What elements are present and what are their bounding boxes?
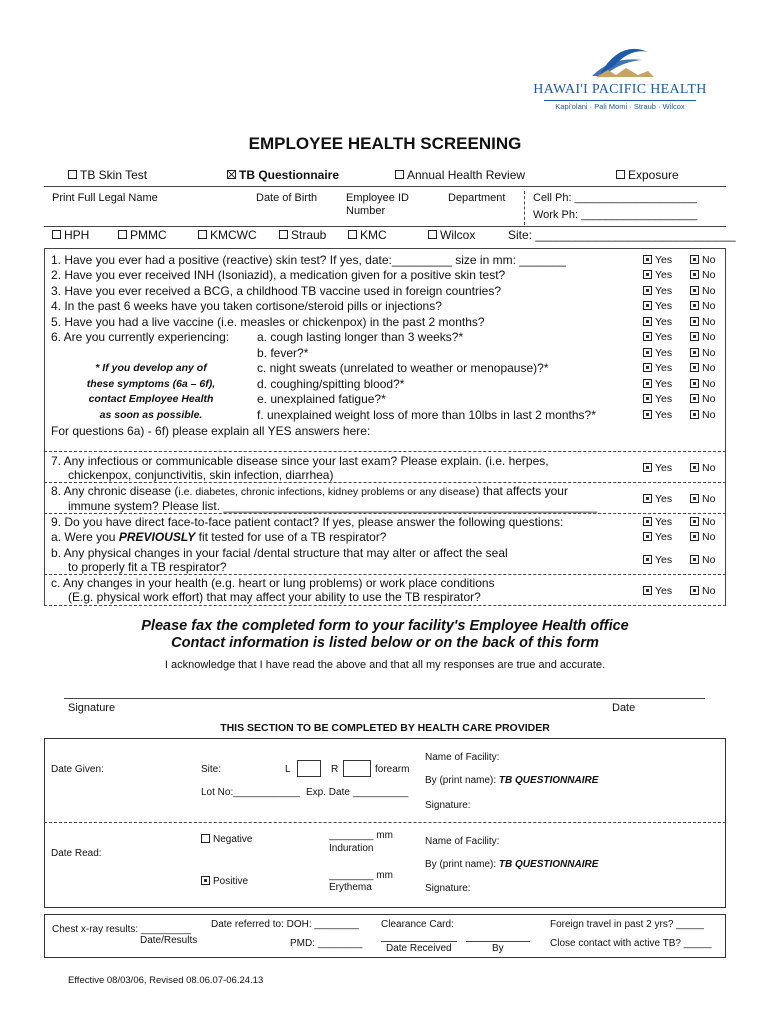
- logo-mark-icon: [530, 44, 710, 82]
- signature-label: Signature: [68, 702, 116, 714]
- yes-option[interactable]: Yes: [643, 254, 672, 266]
- date-results-label: Date/Results: [140, 935, 198, 946]
- no-option[interactable]: No: [690, 554, 715, 566]
- lot-number-field[interactable]: Lot No:____________: [201, 787, 300, 798]
- field-cell-phone[interactable]: Cell Ph: ____________________: [533, 192, 697, 204]
- induration-label: Induration: [329, 843, 374, 854]
- no-option[interactable]: No: [690, 331, 715, 343]
- checkbox-icon[interactable]: [279, 230, 288, 239]
- question-6f: f. unexplained weight loss of more than 10lbs in last 2 months?*: [257, 408, 596, 422]
- checkbox-icon[interactable]: [643, 270, 652, 279]
- right-label: R: [331, 764, 339, 775]
- checkbox-icon[interactable]: [395, 170, 404, 179]
- divider: [44, 226, 726, 227]
- referred-pmd-field[interactable]: PMD: ________: [290, 938, 363, 949]
- logo-subtitle: Kapi'olani · Pali Momi · Straub · Wilcox: [555, 102, 685, 111]
- question-9a: a. Were you PREVIOUSLY fit tested for use of a TB respirator?: [51, 530, 387, 544]
- induration-mm-field[interactable]: ________ mm: [329, 830, 393, 841]
- erythema-mm-field[interactable]: ________ mm: [329, 870, 393, 881]
- checkbox-icon[interactable]: [643, 301, 652, 310]
- checkbox-icon[interactable]: [643, 555, 652, 564]
- by-line[interactable]: [466, 941, 530, 942]
- acknowledgement: I acknowledge that I have read the above and that all my responses are true and accurate.: [164, 659, 606, 671]
- forearm-label: forearm: [375, 764, 410, 775]
- checkbox-icon[interactable]: [690, 517, 699, 526]
- checkbox-icon[interactable]: [118, 230, 127, 239]
- question-6d: d. coughing/spitting blood?*: [257, 377, 405, 391]
- question-9b-cont: to properly fit a TB respirator?: [68, 560, 227, 574]
- yes-option[interactable]: Yes: [643, 393, 672, 405]
- yes-option[interactable]: Yes: [643, 347, 672, 359]
- checkbox-icon[interactable]: [690, 586, 699, 595]
- yes-option[interactable]: Yes: [643, 531, 672, 543]
- question-9c: c. Any changes in your health (e.g. heart or lung problems) or work place conditions: [51, 576, 495, 590]
- yes-option[interactable]: Yes: [643, 378, 672, 390]
- yes-option[interactable]: Yes: [643, 300, 672, 312]
- date-read-label: Date Read:: [51, 848, 102, 859]
- checkbox-icon[interactable]: [643, 348, 652, 357]
- facility-kmcwc[interactable]: KMCWC: [198, 228, 257, 242]
- question-3: 3. Have you ever received a BCG, a childhood TB vaccine used in foreign countries?: [51, 284, 502, 298]
- form-right-border: [725, 248, 726, 605]
- yes-option[interactable]: Yes: [643, 462, 672, 474]
- yes-option[interactable]: Yes: [643, 493, 672, 505]
- checkbox-icon[interactable]: [198, 230, 207, 239]
- checkbox-icon[interactable]: [690, 348, 699, 357]
- checkbox-icon[interactable]: [643, 332, 652, 341]
- checkbox-icon[interactable]: [643, 363, 652, 372]
- yes-option[interactable]: Yes: [643, 285, 672, 297]
- no-option[interactable]: No: [690, 585, 715, 597]
- checkbox-icon[interactable]: [690, 301, 699, 310]
- checkbox-icon[interactable]: [690, 494, 699, 503]
- checkbox-icon[interactable]: [690, 555, 699, 564]
- checkbox-icon[interactable]: [616, 170, 625, 179]
- field-site[interactable]: Site: ______________________________: [508, 228, 736, 242]
- provider-signature-label: Signature:: [425, 800, 471, 811]
- question-9: 9. Do you have direct face-to-face patient contact? If yes, please answer the following questions:: [51, 515, 564, 529]
- type-tb-questionnaire[interactable]: TB Questionnaire: [227, 168, 339, 182]
- type-tb-skin[interactable]: TB Skin Test: [68, 168, 147, 182]
- no-option[interactable]: No: [690, 362, 715, 374]
- facility-hph[interactable]: HPH: [52, 228, 89, 242]
- divider: [44, 186, 726, 187]
- left-label: L: [285, 764, 291, 775]
- logo: [530, 44, 710, 114]
- positive-option[interactable]: Positive: [201, 876, 248, 887]
- question-2: 2. Have you ever received INH (Isoniazid), a medication given for a positive skin test?: [51, 268, 506, 282]
- no-option[interactable]: No: [690, 493, 715, 505]
- question-1: 1. Have you ever had a positive (reactive) skin test? If yes, date:_________ size in mm: _______: [51, 253, 566, 267]
- question-5: 5. Have you had a live vaccine (i.e. measles or chickenpox) in the past 2 months?: [51, 315, 485, 329]
- question-6e: e. unexplained fatigue?*: [257, 392, 386, 406]
- site-label: Site:: [201, 764, 222, 775]
- no-option[interactable]: No: [690, 300, 715, 312]
- xray-field[interactable]: Chest x-ray results: _________: [52, 924, 191, 935]
- field-work-phone[interactable]: Work Ph: ___________________: [533, 209, 698, 221]
- right-arm-box[interactable]: [343, 760, 371, 777]
- left-arm-box[interactable]: [297, 760, 321, 777]
- checkbox-icon[interactable]: [643, 286, 652, 295]
- phone-divider: [524, 191, 525, 225]
- divider: [44, 822, 726, 823]
- question-6b: b. fever?*: [257, 346, 309, 360]
- no-option[interactable]: No: [690, 409, 715, 421]
- logo-name: HAWAI'I PACIFIC HEALTH: [533, 82, 707, 97]
- yes-option[interactable]: Yes: [643, 362, 672, 374]
- checkbox-icon[interactable]: [690, 286, 699, 295]
- footer-revision: Effective 08/03/06, Revised 08.06.07-06.24.13: [68, 975, 264, 986]
- divider: [44, 513, 726, 514]
- checkbox-icon[interactable]: [690, 332, 699, 341]
- checkbox-icon[interactable]: [690, 317, 699, 326]
- type-exposure[interactable]: Exposure: [616, 168, 679, 182]
- yes-option[interactable]: Yes: [643, 331, 672, 343]
- checkbox-icon[interactable]: [643, 494, 652, 503]
- field-dob-label: Date of Birth: [256, 192, 318, 204]
- question-8: 8. Any chronic disease (i.e. diabetes, chronic infections, kidney problems or any disease) that affects your: [51, 484, 568, 498]
- question-9c-cont: (E.g. physical work effort) that may affect your ability to use the TB respirator?: [68, 590, 481, 604]
- no-option[interactable]: No: [690, 516, 715, 528]
- no-option[interactable]: No: [690, 378, 715, 390]
- date-received-label: Date Received: [386, 943, 452, 954]
- yes-option[interactable]: Yes: [643, 585, 672, 597]
- question-7: 7. Any infectious or communicable disease since your last exam? Please explain. (i.e. herpes,: [51, 454, 549, 468]
- checkbox-icon[interactable]: [643, 517, 652, 526]
- no-option[interactable]: No: [690, 254, 715, 266]
- checkbox-icon[interactable]: [643, 255, 652, 264]
- checkbox-icon[interactable]: [690, 394, 699, 403]
- negative-option[interactable]: Negative: [201, 834, 252, 845]
- facility-name-label-2: Name of Facility:: [425, 836, 500, 847]
- no-option[interactable]: No: [690, 462, 715, 474]
- close-contact-field[interactable]: Close contact with active TB? _____: [550, 938, 712, 949]
- type-annual[interactable]: Annual Health Review: [395, 168, 525, 182]
- no-option[interactable]: No: [690, 316, 715, 328]
- date-label: Date: [612, 702, 636, 714]
- print-name-label: By (print name): TB QUESTIONNAIRE: [425, 775, 599, 786]
- yes-option[interactable]: Yes: [643, 316, 672, 328]
- divider: [44, 574, 726, 575]
- yes-option[interactable]: Yes: [643, 409, 672, 421]
- checkbox-icon[interactable]: [690, 255, 699, 264]
- question-6c: c. night sweats (unrelated to weather or menopause)?*: [257, 361, 549, 375]
- question-4: 4. In the past 6 weeks have you taken cortisone/steroid pills or injections?: [51, 299, 442, 313]
- fax-notice-1: Please fax the completed form to your facility's Employee Health office: [141, 618, 629, 634]
- checkbox-checked-icon[interactable]: [227, 170, 236, 179]
- no-option[interactable]: No: [690, 531, 715, 543]
- explain-prompt: For questions 6a) - 6f) please explain all YES answers here:: [51, 424, 371, 438]
- question-6: 6. Are you currently experiencing:: [51, 330, 230, 344]
- yes-option[interactable]: Yes: [643, 269, 672, 281]
- checkbox-icon[interactable]: [643, 394, 652, 403]
- provider-header: THIS SECTION TO BE COMPLETED BY HEALTH CARE PROVIDER: [220, 722, 550, 734]
- no-option[interactable]: No: [690, 269, 715, 281]
- checkbox-icon[interactable]: [643, 586, 652, 595]
- by-label: By: [492, 943, 504, 954]
- checkbox-icon[interactable]: [348, 230, 357, 239]
- foreign-travel-field[interactable]: Foreign travel in past 2 yrs? _____: [550, 919, 704, 930]
- provider-signature-label-2: Signature:: [425, 883, 471, 894]
- checkbox-icon[interactable]: [643, 463, 652, 472]
- logo-divider: [544, 100, 696, 101]
- no-option[interactable]: No: [690, 347, 715, 359]
- yes-option[interactable]: Yes: [643, 516, 672, 528]
- checkbox-icon[interactable]: [690, 410, 699, 419]
- exp-date-field[interactable]: Exp. Date __________: [306, 787, 409, 798]
- checkbox-icon[interactable]: [68, 170, 77, 179]
- yes-option[interactable]: Yes: [643, 554, 672, 566]
- checkbox-icon[interactable]: [690, 463, 699, 472]
- fax-notice-2: Contact information is listed below or on the back of this form: [171, 635, 599, 651]
- checkbox-icon[interactable]: [201, 876, 210, 885]
- no-option[interactable]: No: [690, 285, 715, 297]
- checkbox-icon[interactable]: [690, 532, 699, 541]
- print-name-label-2: By (print name): TB QUESTIONNAIRE: [425, 859, 599, 870]
- divider: [44, 605, 726, 606]
- referred-doh-field[interactable]: Date referred to: DOH: ________: [211, 919, 359, 930]
- clearance-card-label: Clearance Card:: [381, 919, 454, 930]
- question-9b: b. Any physical changes in your facial /dental structure that may alter or affect the seal: [51, 546, 508, 560]
- facility-kmc[interactable]: KMC: [348, 228, 387, 242]
- divider: [44, 451, 726, 452]
- erythema-label: Erythema: [329, 882, 372, 893]
- checkbox-icon[interactable]: [690, 270, 699, 279]
- date-received-line[interactable]: [381, 941, 457, 942]
- facility-name-label: Name of Facility:: [425, 752, 500, 763]
- divider: [44, 482, 726, 483]
- page-title: EMPLOYEE HEALTH SCREENING: [248, 134, 522, 153]
- form-left-border: [44, 248, 45, 605]
- checkbox-icon[interactable]: [201, 834, 210, 843]
- checkbox-icon[interactable]: [52, 230, 61, 239]
- checkbox-icon[interactable]: [428, 230, 437, 239]
- question-7-cont: chickenpox, conjunctivitis, skin infection, diarrhea): [68, 468, 334, 482]
- checkbox-icon[interactable]: [643, 532, 652, 541]
- facility-straub[interactable]: Straub: [279, 228, 326, 242]
- question-6a: a. cough lasting longer than 3 weeks?*: [257, 330, 464, 344]
- checkbox-icon[interactable]: [690, 379, 699, 388]
- field-dept-label: Department: [448, 192, 506, 204]
- checkbox-icon[interactable]: [643, 317, 652, 326]
- checkbox-icon[interactable]: [643, 379, 652, 388]
- field-empid-label-2: Number: [346, 205, 386, 217]
- facility-wilcox[interactable]: Wilcox: [428, 228, 475, 242]
- field-empid-label-1: Employee ID: [346, 192, 409, 204]
- date-given-label: Date Given:: [51, 764, 104, 775]
- checkbox-icon[interactable]: [643, 410, 652, 419]
- field-name-label: Print Full Legal Name: [52, 192, 158, 204]
- symptom-note: * If you develop any of these symptoms (6a – 6f), contact Employee Health as soon as possible.: [86, 362, 216, 421]
- signature-line[interactable]: [64, 698, 705, 699]
- checkbox-icon[interactable]: [690, 363, 699, 372]
- facility-pmmc[interactable]: PMMC: [118, 228, 167, 242]
- no-option[interactable]: No: [690, 393, 715, 405]
- question-8-cont[interactable]: immune system? Please list. ________________________________________________________: [68, 499, 598, 513]
- divider: [44, 248, 726, 249]
